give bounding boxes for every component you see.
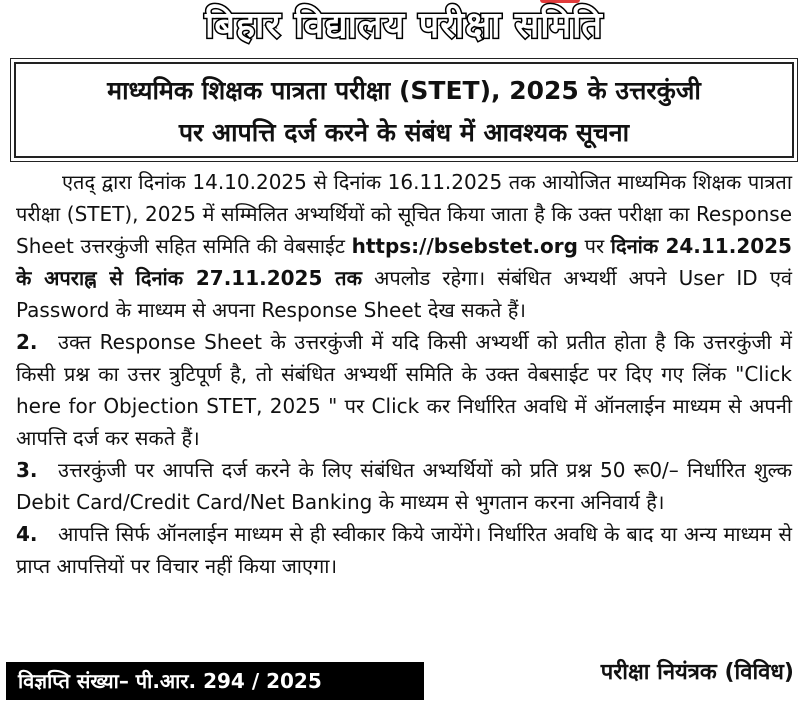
paragraph-2-text: उक्त Response Sheet के उत्तरकुंजी में यदि किसी अभ्यर्थी को प्रतीत होता है कि उत्तरकुंजी में किसी प्रश्न का उत्तर त्रुटिपूर्ण है, तो संबंधित अभ्यर्थी समिति के उक्त वेबसाईट पर दिए गए लिंक "Click here for Objection STET, 2025 " पर Click कर निर्धारित अवधि में ऑनलाईन माध्यम से अपनी आपत्ति दर्ज कर सकते हैं। <box>16 330 792 450</box>
notice-body <box>16 166 792 582</box>
footer <box>0 654 808 707</box>
paragraph-1-text-a: एतद् द्वारा दिनांक 14.10.2025 से दिनांक 16.11.2025 तक आयोजित माध्यमिक शिक्षक पात्रता परीक्षा (STET), 2025 में सम्मिलित अभ्यर्थियों को सूचित किया जाता है कि उक्त परीक्षा का Response Sheet उत्तरकुंजी सहित समिति की वेबसाईट <box>16 170 792 258</box>
paragraph-4-number: 4. <box>16 522 38 546</box>
subject-line-2: पर आपत्ति दर्ज करने के संबंध में आवश्यक सूचना <box>178 118 630 147</box>
website-link[interactable]: https://bsebstet.org <box>351 234 578 258</box>
paragraph-3 <box>16 454 792 518</box>
notice-number: विज्ञप्ति संख्या– पी.आर. 294 / 2025 <box>6 662 424 700</box>
subject-line-1: माध्यमिक शिक्षक पात्रता परीक्षा (STET), 2025 के उत्तरकुंजी <box>107 76 701 105</box>
subject-box <box>14 62 794 158</box>
paragraph-3-text: उत्तरकुंजी पर आपत्ति दर्ज करने के लिए संबंधित अभ्यर्थियों को प्रति प्रश्न 50 रू0/– निर्धारित शुल्क Debit Card/Credit Card/Net Banking के माध्यम से भुगतान करना अनिवार्य है। <box>16 458 792 514</box>
signatory: परीक्षा नियंत्रक (विविध) <box>600 660 794 685</box>
upload-date-range: दिनांक 24.11.2025 के अपराह्न से दिनांक 27.11.2025 तक <box>16 234 792 290</box>
paragraph-4-text: आपत्ति सिर्फ ऑनलाईन माध्यम से ही स्वीकार किये जायेंगे। निर्धारित अवधि के बाद या अन्य माध्यम से प्राप्त आपत्तियों पर विचार नहीं किया जाएगा। <box>16 522 792 578</box>
paragraph-2 <box>16 326 792 454</box>
paragraph-1 <box>16 166 792 326</box>
org-title-text: बिहार विद्यालय परीक्षा समिति <box>205 5 603 46</box>
paragraph-1-text-c: अपलोड रहेगा। संबंधित अभ्यर्थी अपने User ID एवं Password के माध्यम से अपना Response Sheet देख सकते हैं। <box>16 266 793 322</box>
org-title <box>0 0 808 52</box>
paragraph-4 <box>16 518 792 582</box>
paragraph-2-number: 2. <box>16 330 38 354</box>
paragraph-1-text-b: पर <box>577 234 611 258</box>
paragraph-3-number: 3. <box>16 458 38 482</box>
